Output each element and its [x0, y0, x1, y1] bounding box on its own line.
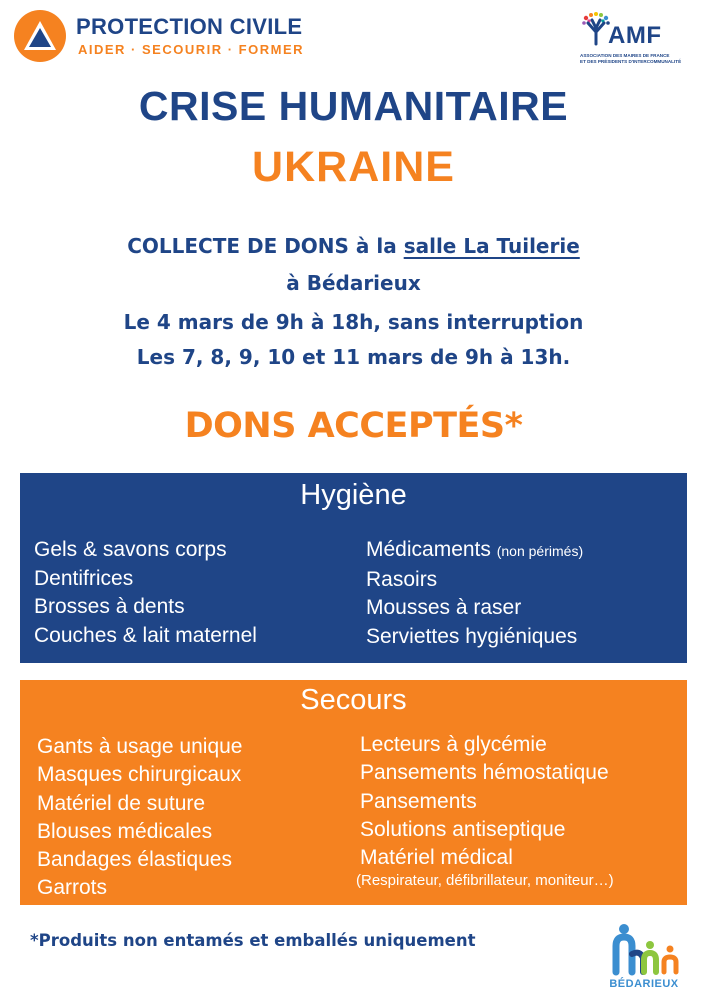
secours-title: Secours [300, 684, 407, 716]
hygiene-title: Hygiène [300, 479, 407, 511]
amf-logo [578, 12, 690, 70]
list-item: Solutions antiseptique [360, 817, 566, 841]
list-item: Serviettes hygiéniques [366, 624, 578, 648]
list-item: Matériel de suture [37, 791, 206, 815]
bedarieux-logo [604, 920, 684, 994]
list-item: Blouses médicales [37, 819, 213, 843]
list-item: Brosses à dents [34, 595, 185, 618]
list-item: Dentifrices [34, 566, 134, 590]
hygiene-right-list [366, 536, 583, 651]
protection-civile-name: PROTECTION CIVILE [76, 14, 303, 39]
amf-subtitle [580, 53, 688, 64]
bedarieux-name: BÉDARIEUX [609, 978, 679, 990]
collecte-line-1 [0, 234, 707, 258]
title-crise-humanitaire: CRISE HUMANITAIRE [138, 83, 569, 129]
bedarieux-emblem-icon [610, 920, 680, 976]
collecte-prefix: COLLECTE DE DONS à la [127, 234, 404, 258]
footnote: *Produits non entamés et emballés uniquement [30, 931, 476, 950]
list-item: Pansements hémostatique [360, 761, 609, 785]
list-item [366, 536, 583, 566]
collecte-city: à Bédarieux [286, 271, 421, 295]
secours-left-list [37, 733, 243, 903]
list-item-note: (Respirateur, défibrillateur, moniteur…) [356, 872, 614, 890]
collecte-place: salle La Tuilerie [403, 234, 580, 258]
title-ukraine: UKRAINE [252, 143, 455, 191]
list-item: Bandages élastiques [37, 848, 232, 872]
amf-name: AMF [608, 22, 662, 49]
collecte-date-2: Les 7, 8, 9, 10 et 11 mars de 9h à 13h. [136, 345, 571, 369]
dons-acceptes-title: DONS ACCEPTÉS* [184, 406, 523, 446]
hygiene-left-list [34, 536, 257, 650]
list-item-label: Médicaments [366, 538, 491, 561]
list-item: Lecteurs à glycémie [360, 733, 547, 756]
amf-subtitle-line-1: ASSOCIATION DES MAIRES DE FRANCE [580, 53, 670, 58]
list-item: Garrots [37, 876, 108, 900]
secours-box [20, 680, 687, 905]
secours-right-list [356, 731, 614, 890]
list-item: Gants à usage unique [37, 735, 243, 758]
list-item-note: (non périmés) [496, 543, 584, 559]
protection-civile-tagline: AIDER · SECOURIR · FORMER [78, 42, 304, 57]
amf-subtitle-line-2: ET DES PRÉSIDENTS D'INTERCOMMUNALITÉ [580, 58, 682, 64]
hygiene-box [20, 473, 687, 663]
collecte-date-1: Le 4 mars de 9h à 18h, sans interruption [123, 310, 584, 334]
list-item: Couches & lait maternel [34, 623, 257, 647]
list-item: Masques chirurgicaux [37, 763, 242, 787]
list-item: Gels & savons corps [34, 538, 227, 561]
list-item: Pansements [360, 789, 477, 813]
protection-civile-logo [14, 10, 304, 62]
list-item: Rasoirs [366, 567, 438, 591]
protection-civile-emblem-icon [14, 10, 66, 62]
list-item: Matériel médical [360, 846, 513, 870]
list-item: Mousses à raser [366, 596, 522, 619]
